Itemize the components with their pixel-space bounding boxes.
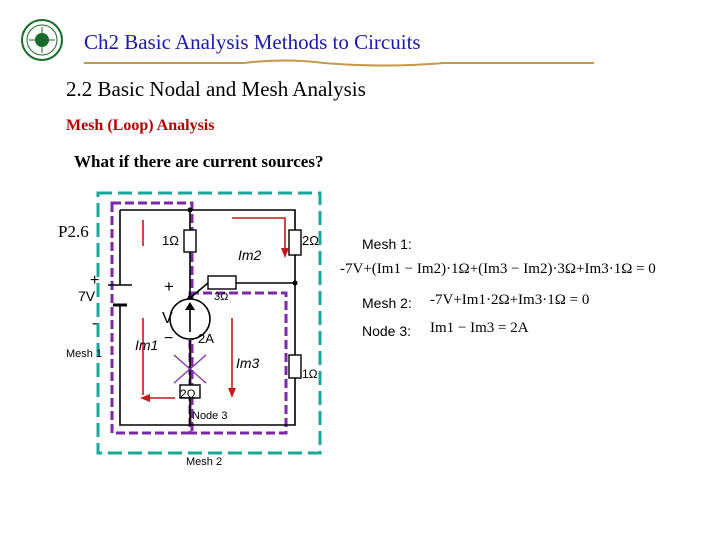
label-r-middle: 3Ω: [214, 291, 229, 303]
resistor-1ohm-top: [184, 230, 196, 252]
label-cs-value: 2A: [198, 331, 214, 346]
header-title: Ch2 Basic Analysis Methods to Circuits: [84, 30, 421, 54]
label-mesh-current-1: Im1: [135, 337, 159, 353]
label-cs-minus: −: [164, 330, 174, 347]
resistor-3ohm: [208, 276, 236, 289]
label-cs-plus: +: [164, 277, 174, 296]
label-r-right: 2Ω: [302, 233, 319, 248]
node3-equation: Im1 − Im3 = 2A: [430, 320, 529, 336]
mesh1-equation-label: Mesh 1:: [362, 236, 412, 252]
label-node3-tag: Node 3: [192, 410, 228, 422]
resistor-1ohm-bottom-right: [289, 355, 301, 378]
node3-equation-label: Node 3:: [362, 323, 412, 339]
question-text: What if there are current sources?: [74, 152, 324, 171]
label-mesh-current-3: Im3: [236, 355, 260, 371]
label-r-bottom: 2Ω: [180, 387, 196, 401]
label-mesh-current-2: Im2: [238, 247, 262, 263]
label-vsource-value: 7V: [78, 288, 96, 304]
label-r-top-left: 1Ω: [162, 233, 179, 248]
label-vsource-minus: -: [92, 315, 98, 332]
subsection-title: Mesh (Loop) Analysis: [66, 117, 215, 134]
mesh2-equation-label: Mesh 2:: [362, 295, 412, 311]
label-mesh1-tag: Mesh 1: [66, 348, 103, 360]
label-r-bottom-right: 1Ω: [302, 367, 318, 381]
label-mesh2-tag: Mesh 2: [186, 456, 223, 468]
label-vsource-plus: +: [90, 272, 100, 289]
mesh1-equation: -7V+(Im1 − Im2)·1Ω+(Im3 − Im2)·3Ω+Im3·1Ω = 0: [340, 261, 656, 277]
label-cs-voltage: V: [162, 310, 173, 327]
mesh2-equation: -7V+Im1·2Ω+Im3·1Ω = 0: [430, 292, 590, 308]
problem-label: P2.6: [58, 222, 89, 241]
resistor-2ohm-right: [289, 230, 301, 255]
section-title: 2.2 Basic Nodal and Mesh Analysis: [66, 77, 366, 101]
